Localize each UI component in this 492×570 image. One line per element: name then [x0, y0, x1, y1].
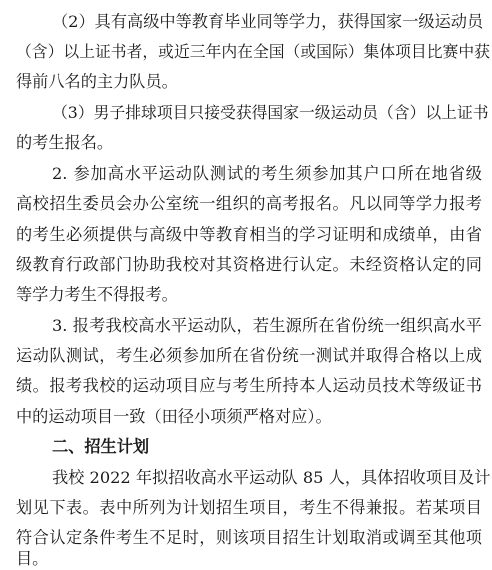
paragraph-2-line-1: （3）男子排球项目只接受获得国家一级运动员（含）以上证书 [52, 103, 489, 122]
paragraph-1-line-2: （含）以上证书者，或近三年内在全国（或国际）集体项目比赛中获 [16, 42, 490, 61]
paragraph-4-line-4: 中的运动项目一致（田径小项须严格对应）。 [16, 407, 332, 426]
paragraph-1-line-1: （2）具有高级中等教育毕业同等学力，获得国家一级运动员 [52, 12, 484, 31]
paragraph-5-line-1: 我校 2022 年拟招收高水平运动队 85 人，具体招收项目及计 [52, 468, 491, 487]
paragraph-1-line-3: 得前八名的主力队员。 [16, 72, 178, 91]
paragraph-3-line-3: 的考生必须提供与高级中等教育相当的学习证明和成绩单，由省 [16, 225, 482, 244]
paragraph-5-line-3: 符合认定条件考生不足时，则该项目招生计划取消或调至其他项 [16, 528, 482, 547]
section-heading: 二、招生计划 [52, 437, 150, 456]
paragraph-4-line-2: 运动队测试，考生必须参加所在省份统一测试并取得合格以上成 [16, 346, 482, 365]
paragraph-2-line-2: 的考生报名。 [16, 133, 114, 152]
paragraph-4-line-1: 3. 报考我校高水平运动队，若生源所在省份统一组织高水平 [52, 316, 482, 335]
paragraph-3-line-1: 2. 参加高水平运动队测试的考生须参加其户口所在地省级 [52, 164, 482, 183]
paragraph-5-line-2: 划见下表。表中所列为计划招生项目，考生不得兼报。若某项目 [16, 498, 482, 517]
paragraph-3-line-2: 高校招生委员会办公室统一组织的高考报名。凡以同等学力报考 [16, 194, 482, 213]
paragraph-4-line-3: 绩。报考我校的运动项目应与考生所持本人运动员技术等级证书 [16, 376, 482, 395]
paragraph-5-line-4: 目。 [16, 549, 49, 568]
paragraph-3-line-4: 级教育行政部门协助我校对其资格进行认定。未经资格认定的同 [16, 255, 482, 274]
paragraph-3-line-5: 等学力考生不得报考。 [16, 285, 178, 304]
